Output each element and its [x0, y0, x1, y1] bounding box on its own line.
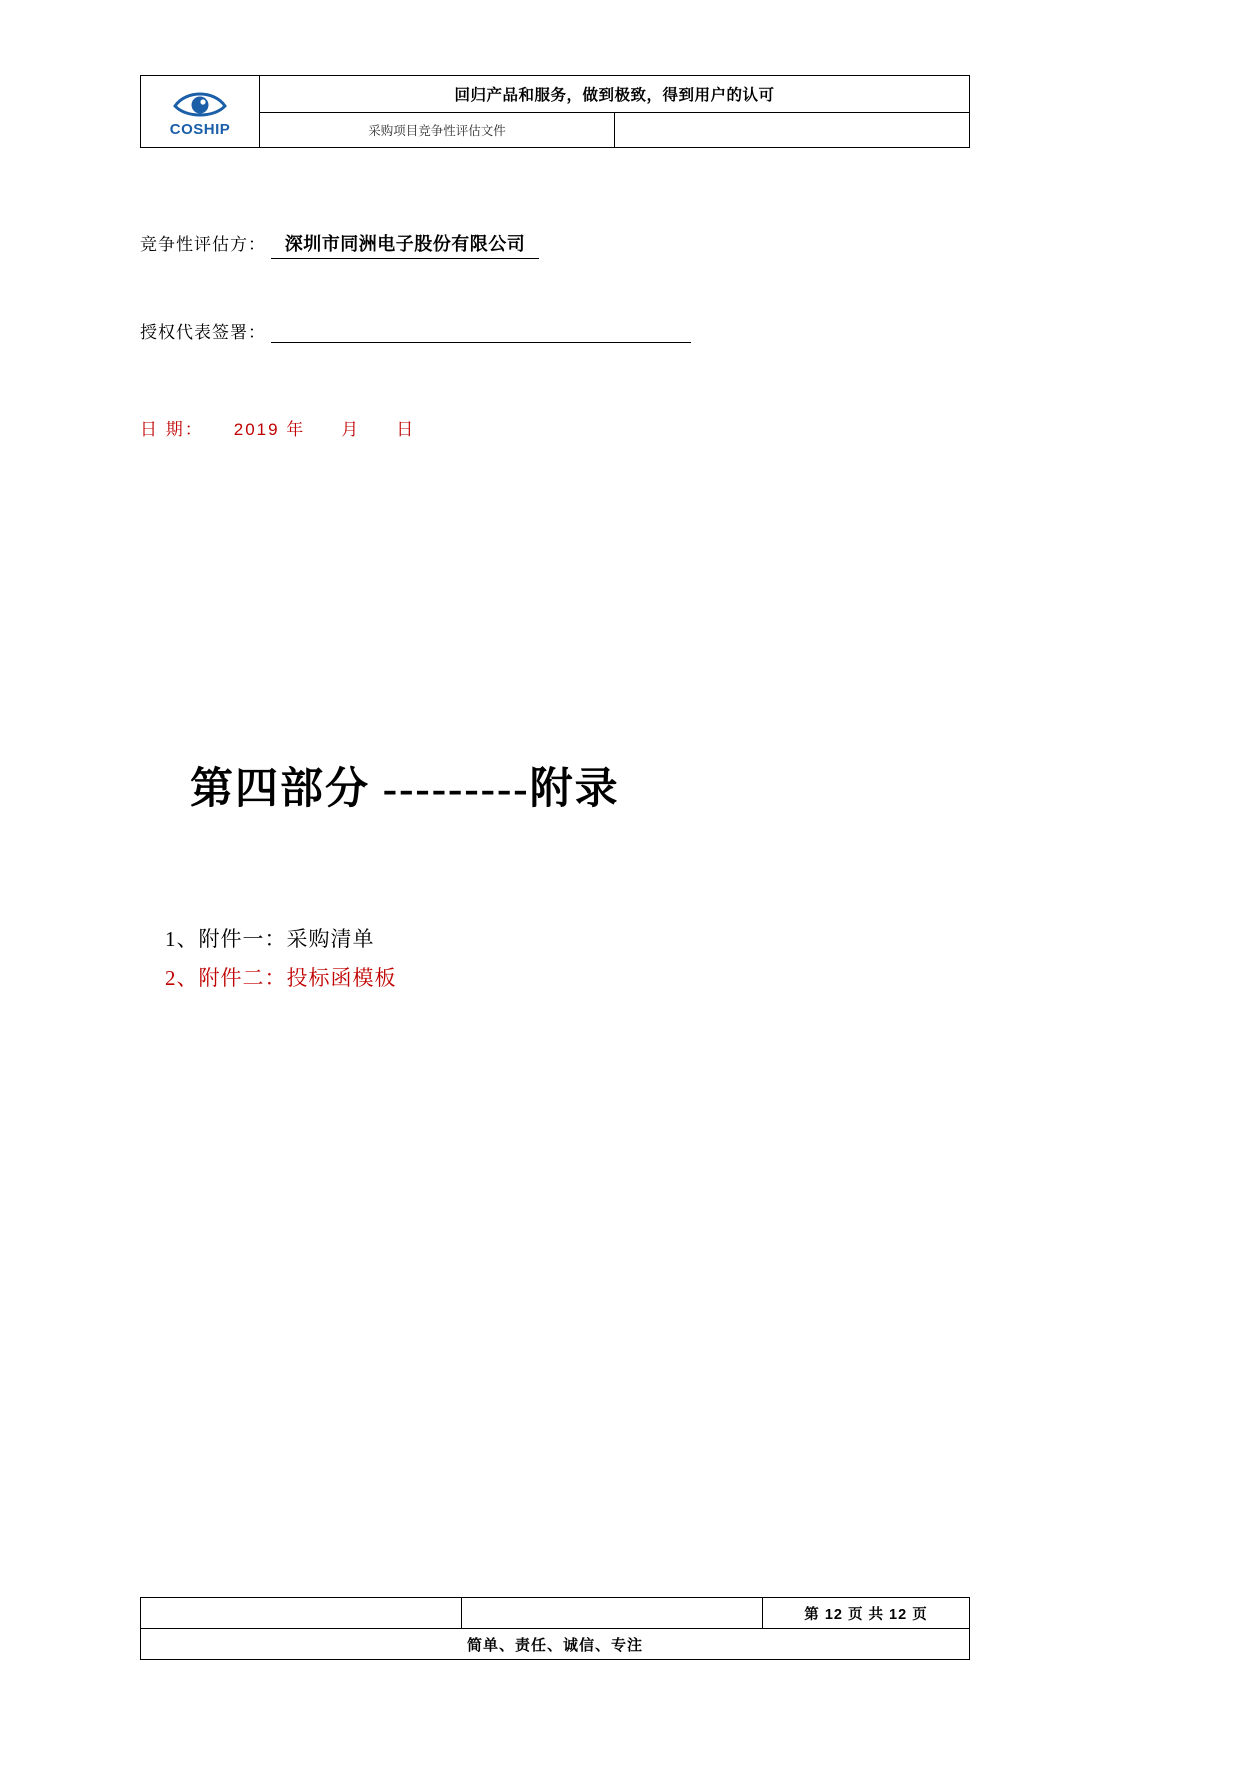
signature-label: 授权代表签署：	[140, 323, 266, 342]
date-month-unit: 月	[341, 420, 361, 439]
header-subtitle: 采购项目竞争性评估文件	[260, 113, 615, 148]
date-year-unit: 年	[286, 420, 306, 439]
header-blank-cell	[615, 113, 970, 148]
date-label: 日 期：	[140, 420, 204, 439]
date-year: 2019	[233, 420, 280, 439]
footer-slogan: 简单、责任、诚信、专注	[141, 1629, 970, 1660]
footer-left-cell	[141, 1598, 462, 1629]
attachment-list	[165, 920, 397, 998]
company-logo-text: COSHIP	[169, 120, 231, 138]
eye-logo-icon	[172, 87, 228, 121]
evaluator-value: 深圳市同洲电子股份有限公司	[271, 230, 540, 259]
date-day-unit: 日	[396, 420, 416, 439]
list-item: 1、附件一：采购清单	[165, 927, 375, 951]
list-item: 2、附件二：投标函模板	[165, 965, 397, 990]
date-row	[140, 415, 415, 440]
footer-page-number: 第 12 页 共 12 页	[763, 1598, 970, 1629]
signature-blank-line	[271, 322, 691, 343]
evaluator-row	[140, 230, 539, 259]
evaluator-label: 竞争性评估方：	[140, 235, 266, 254]
header-slogan: 回归产品和服务，做到极致，得到用户的认可	[260, 76, 970, 113]
signature-row	[140, 318, 691, 343]
section-title: 第四部分 ---------附录	[190, 766, 620, 813]
document-footer-table	[140, 1597, 970, 1660]
document-header-table	[140, 75, 970, 148]
company-logo-cell	[141, 76, 260, 148]
footer-mid-cell	[462, 1598, 763, 1629]
